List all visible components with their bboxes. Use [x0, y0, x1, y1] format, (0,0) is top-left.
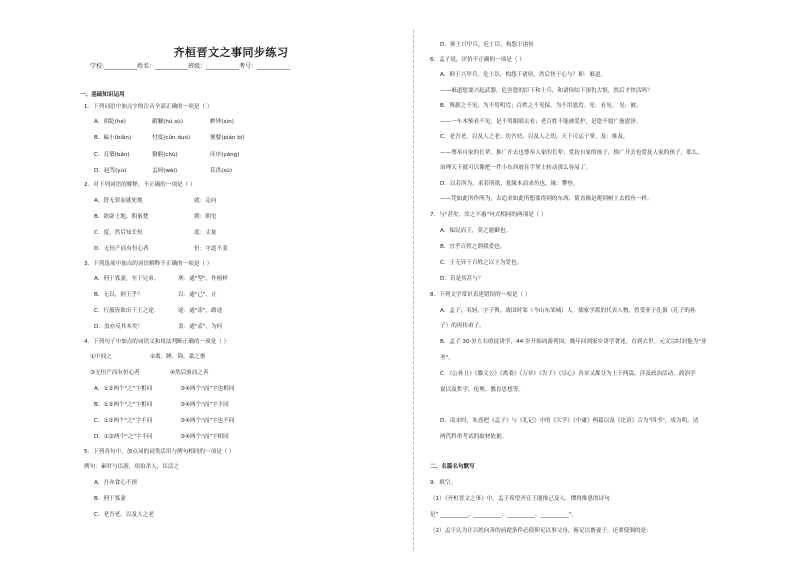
fill-blank-line: （1）《齐桓晋文之事》中，孟子希望齐宣王能推己及人，懂得推恩的诗句 — [430, 496, 610, 502]
option: D．若是其甚与？ — [440, 276, 484, 282]
option-continued: 子）的再传弟子。 — [440, 323, 485, 329]
option-gloss: 刑：通"型"，作榜样 — [178, 276, 228, 282]
option: B．①②两个"之"字相同 — [94, 402, 153, 408]
option-gloss: 度：丈量 — [194, 230, 217, 236]
question-stem: 6．孟子说，评价不正确的一项是（ ） — [430, 57, 525, 63]
option: B．舆薪之不见，为不用明焉；百姓之不见保，为不用恩焉。见：看见。 见：被。 — [440, 103, 642, 109]
option: C．育蘖(bǎn) — [94, 152, 130, 158]
option: C．老吾老，以及人之老；幼吾幼，以及人之幼，天下可运于掌。及：推及。 — [440, 134, 629, 140]
option: D．无恒产而有恒心者 — [94, 246, 149, 252]
option: ③④两个"而"字相同 — [180, 434, 229, 440]
option-translation: ——一车木柴看不见，是不用眼睛去看；老百姓不能被爱护，是您不愿广施恩泽。 — [440, 119, 642, 125]
option: C．①②两个"之"字不同 — [94, 418, 153, 424]
question-stem: 7．与"甚矣，汝之不惠"句式相同的两项是（ ） — [430, 212, 547, 218]
option: A．保民而王，莫之能御也。 — [440, 228, 511, 234]
option-gloss: 盖：通"盍"，为何 — [178, 324, 223, 330]
question-stem: 5．下列各句中，加点词的词类活用与例句相同的一项是（ ） — [84, 449, 235, 455]
option-translation: 治理天下就可以像把一件小东西放在手掌上转动那么容易了。 — [440, 165, 592, 171]
option: A．抑王兴甲兵，危士臣，构怨于诸侯，然后快于心与？抑：难道。 — [440, 72, 607, 78]
option: A．刑于寡妻，至于兄弟。 — [94, 276, 160, 282]
sentence: ①中间之 — [90, 354, 112, 360]
question-stem: 2．对下列词语的解释，不正确的一项是（ ） — [84, 182, 196, 188]
question-stem: 3．下列选项中加点的词语解释不正确的一项是（ ） — [84, 261, 213, 267]
option: D．盖亦反其本矣！ — [94, 324, 144, 330]
document-title: 齐桓晋文之事同步练习 — [173, 46, 289, 59]
option: D．①②两个"之"字不同 — [94, 434, 153, 440]
option: ③④两个"而"字也不同 — [180, 418, 235, 424]
option: 衅钟(xìn) — [210, 119, 234, 125]
option: 便嬖(pián bì) — [210, 135, 245, 141]
option-gloss: 以：通"已"，止 — [178, 292, 217, 298]
question-stem: 4．下列句子中加点的词语义和用法判断正确的一项是（ ） — [84, 339, 230, 345]
option: C．行旅皆欲出于王之途 — [94, 308, 154, 314]
option: 苌洪(sù) — [210, 168, 233, 174]
option-continued: 圣"。 — [440, 355, 454, 361]
option: A．孟子，名轲，字子舆，战国时邹（今山东邹城）人。儒家学派的代表人物，曾受业于孔伋（孔子的孙 — [440, 308, 696, 314]
question-stem: 9．填空。 — [430, 480, 456, 486]
section-heading: 二、名篇名句默写 — [430, 464, 475, 470]
option: B．宜乎百姓之谓我爱也。 — [440, 244, 506, 250]
fill-blank-line: 是" __________，__________；__________，__________"。 — [430, 512, 577, 518]
option: B．无以，则王乎？ — [94, 292, 143, 298]
option: A．替无罪而就死地 — [94, 198, 143, 204]
option: C．度，然后知长短 — [94, 230, 143, 236]
option: 孟轲(wèi) — [152, 168, 178, 174]
option: A．①②两个"之"字相同 — [94, 386, 153, 392]
option: C．老吾老，以及人之老 — [94, 512, 154, 518]
example-sentence: 例句：素时与臣游，项伯杀人，臣活之 — [84, 464, 180, 470]
option-gloss: 途：通"涂"，路途 — [178, 308, 223, 314]
question-stem: 8．下列文学常识表述错误的一项是（ ） — [430, 292, 531, 298]
sentence: ④然后驱而之善 — [170, 370, 209, 376]
option: D．以若所为，求若所欲，犹缘木而求鱼也。缘：攀登。 — [440, 181, 579, 187]
option: ③④两个"而"字不同 — [180, 402, 229, 408]
sentence: ②离、睡、锦、桑之畜 — [150, 354, 206, 360]
option: D．南宋时，朱熹把《孟子》与《礼记》中的《大学》《中庸》两篇以及《论语》合为"四书"，成为明、清 — [440, 418, 699, 424]
option-gloss: 恒：守道不变 — [194, 246, 228, 252]
section-heading: 一、基础知识运用 — [80, 92, 125, 98]
option-continued: 说以及哲学、伦理、教育思想等。 — [440, 387, 524, 393]
student-info-line: 学校:___________姓名：___________班级：___________考号：___________ — [90, 63, 291, 70]
sentence: ③无恒产而有恒心者 — [90, 370, 140, 376]
option-gloss: 朝：朝见 — [194, 214, 217, 220]
option: A．吾亦食心不颈 — [94, 480, 137, 486]
option: ③④两个"而"字也相同 — [180, 386, 235, 392]
option: 觳觫(hú sù) — [152, 119, 183, 125]
option: B．褊小(biǎn) — [94, 135, 132, 141]
option: 忖度(cǔn duò) — [152, 135, 191, 141]
option-translation: ——难道您要兴起武器，危害您的臣下和士兵，和诸侯结下深仇大恨，然后才快活吗？ — [440, 88, 653, 94]
option: 庠序(yáng) — [210, 152, 240, 158]
option: B．孟子 30 岁左右收徒讲学，44 岁开始周游列国，晚年回到家乡讲学著述，直到去世。元文宗时封他为"亚 — [440, 339, 707, 345]
option: 猕猴(chù) — [152, 152, 178, 158]
fill-blank-line: （2）孟子认为让百姓向善的前提条件必使仰足以事父母，俯足以畜妻子，还要使制的是： — [430, 528, 652, 534]
option: A．胡龁(hé) — [94, 119, 126, 125]
option: D．赵驾(yú) — [94, 168, 127, 174]
option: D．抑王兴甲兵，危士臣，构怨于诸侯 — [440, 42, 534, 48]
question-stem: 1．下列词语中加点字的注音全部正确的一项是（ ） — [84, 104, 213, 110]
option-translation: ——尊奉自家的长辈，推广开去也尊奉人家的长辈；爱抚自家的孩子，推广开去也爱抚人家的孩子，那么， — [440, 150, 703, 156]
option-continued: 两代科举考试的取材依据。 — [440, 434, 508, 440]
column-divider — [413, 30, 414, 550]
option-translation: ——凭如此所作所为，去追求如此所想要得到的东西，简直像是爬到树上去抓鱼一样。 — [440, 196, 653, 202]
option: C．《公孙丑》《滕文公》《离娄》《万章》《告子》《尽心》各章又都分为上下两篇，涉及政治活动、政治学 — [440, 371, 696, 377]
option-gloss: 就：走向 — [194, 198, 217, 204]
option: B．刑于寡妻 — [94, 496, 126, 502]
option: C．王无异于百姓之以王为爱也。 — [440, 260, 523, 266]
option: B．欲辟土地，朝秦楚 — [94, 214, 149, 220]
